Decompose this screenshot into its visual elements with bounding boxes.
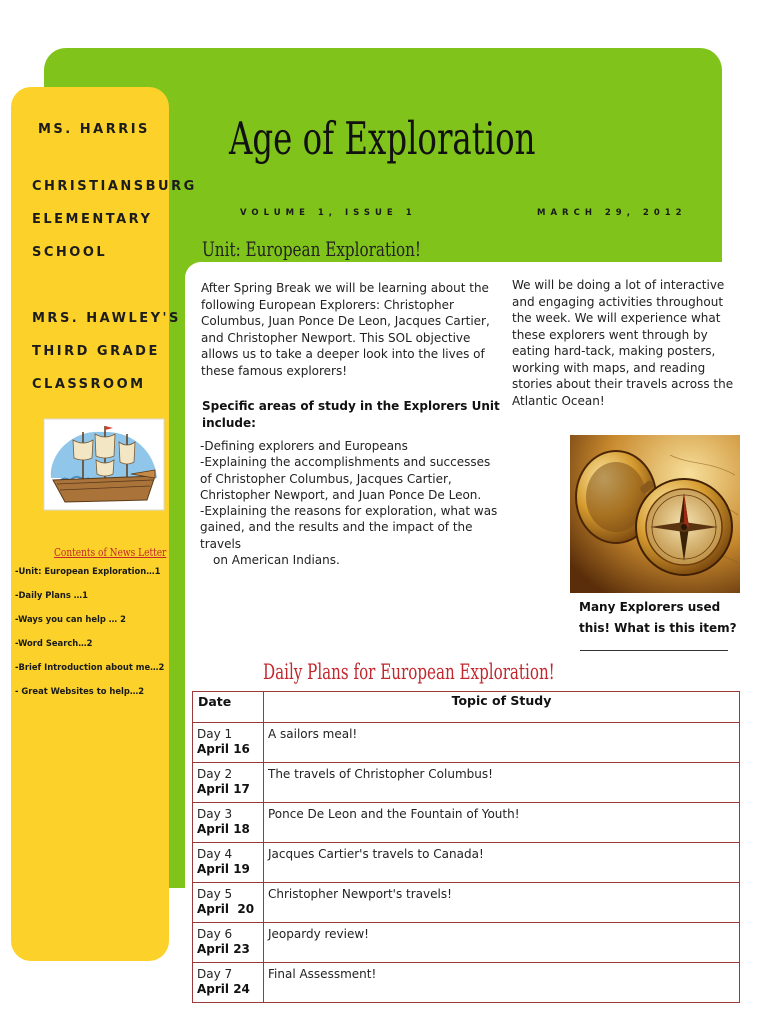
class-line-1: MRS. HAWLEY'S bbox=[32, 311, 181, 326]
day-label: Day 5 bbox=[197, 887, 233, 901]
table-row bbox=[193, 923, 740, 963]
contents-item: -Brief Introduction about me…2 bbox=[15, 662, 165, 672]
contents-item: - Great Websites to help…2 bbox=[15, 686, 145, 696]
table-header-row bbox=[193, 692, 740, 723]
day-label: Day 1 bbox=[197, 727, 233, 741]
date-label: April 20 bbox=[197, 902, 255, 916]
table-row bbox=[193, 763, 740, 803]
sailing-ship-clipart bbox=[43, 418, 165, 511]
column-header-date: Date bbox=[193, 692, 264, 723]
list-item: on American Indians. bbox=[213, 553, 340, 568]
day-label: Day 3 bbox=[197, 807, 233, 821]
class-line-3: CLASSROOM bbox=[32, 377, 146, 392]
contents-title: Contents of News Letter bbox=[54, 546, 167, 559]
date-label: April 23 bbox=[197, 942, 250, 956]
date-label: April 18 bbox=[197, 822, 250, 836]
table-row bbox=[193, 723, 740, 763]
school-line-3: SCHOOL bbox=[32, 245, 108, 260]
issue-date: MARCH 29, 2012 bbox=[537, 208, 687, 218]
list-item: -Defining explorers and Europeans bbox=[200, 439, 408, 453]
topic-cell: Christopher Newport's travels! bbox=[264, 883, 740, 923]
day-label: Day 4 bbox=[197, 847, 233, 861]
daily-plans-table bbox=[192, 691, 740, 1003]
contents-item: -Unit: European Exploration…1 bbox=[15, 566, 161, 576]
compass-photo bbox=[570, 435, 740, 593]
table-row bbox=[193, 963, 740, 1003]
school-line-1: CHRISTIANSBURG bbox=[32, 179, 197, 194]
topic-cell: Jeopardy review! bbox=[264, 923, 740, 963]
study-areas-list bbox=[200, 438, 504, 568]
daily-plans-heading: Daily Plans for European Exploration! bbox=[263, 660, 555, 684]
list-item: -Explaining the reasons for exploration, what was gained, and the results and the impact of the travels bbox=[200, 504, 498, 551]
topic-cell: Final Assessment! bbox=[264, 963, 740, 1003]
topic-cell: Ponce De Leon and the Fountain of Youth! bbox=[264, 803, 740, 843]
table-row bbox=[193, 803, 740, 843]
newsletter-title: Age of Exploration bbox=[229, 112, 536, 165]
day-label: Day 7 bbox=[197, 967, 233, 981]
table-row bbox=[193, 883, 740, 923]
intro-paragraph-left: After Spring Break we will be learning about the following European Explorers: Christopher Columbus, Juan Ponce De Leon, Jacques Cartier, and Christopher Newport. This SOL objective allows us to take a deeper look into the lives of these famous explorers! bbox=[201, 281, 490, 378]
image-caption: Many Explorers used this! What is this item? bbox=[579, 600, 737, 635]
date-label: April 16 bbox=[197, 742, 250, 756]
date-label: April 24 bbox=[197, 982, 250, 996]
answer-line bbox=[580, 650, 728, 651]
day-label: Day 2 bbox=[197, 767, 233, 781]
study-areas-heading: Specific areas of study in the Explorers Unit include: bbox=[202, 399, 500, 430]
date-label: April 17 bbox=[197, 782, 250, 796]
topic-cell: The travels of Christopher Columbus! bbox=[264, 763, 740, 803]
volume-issue: VOLUME 1, ISSUE 1 bbox=[240, 208, 417, 218]
column-header-topic: Topic of Study bbox=[264, 692, 740, 723]
contents-item: -Word Search…2 bbox=[15, 638, 93, 648]
school-line-2: ELEMENTARY bbox=[32, 212, 153, 227]
intro-paragraph-right: We will be doing a lot of interactive and engaging activities throughout the week. We will experience what these explorers went through by eating hard-tack, making posters, working with maps, and reading stories about their travels across the Atlantic Ocean! bbox=[512, 278, 734, 408]
contents-item: -Ways you can help … 2 bbox=[15, 614, 126, 624]
topic-cell: A sailors meal! bbox=[264, 723, 740, 763]
class-line-2: THIRD GRADE bbox=[32, 344, 160, 359]
list-item: -Explaining the accomplishments and successes of Christopher Columbus, Jacques Cartier, Christopher Newport, and Juan Ponce De Leon. bbox=[200, 455, 491, 502]
contents-item: -Daily Plans …1 bbox=[15, 590, 88, 600]
table-row bbox=[193, 843, 740, 883]
teacher-name: MS. HARRIS bbox=[38, 122, 150, 137]
unit-heading: Unit: European Exploration! bbox=[202, 237, 421, 261]
date-label: April 19 bbox=[197, 862, 250, 876]
day-label: Day 6 bbox=[197, 927, 233, 941]
topic-cell: Jacques Cartier's travels to Canada! bbox=[264, 843, 740, 883]
